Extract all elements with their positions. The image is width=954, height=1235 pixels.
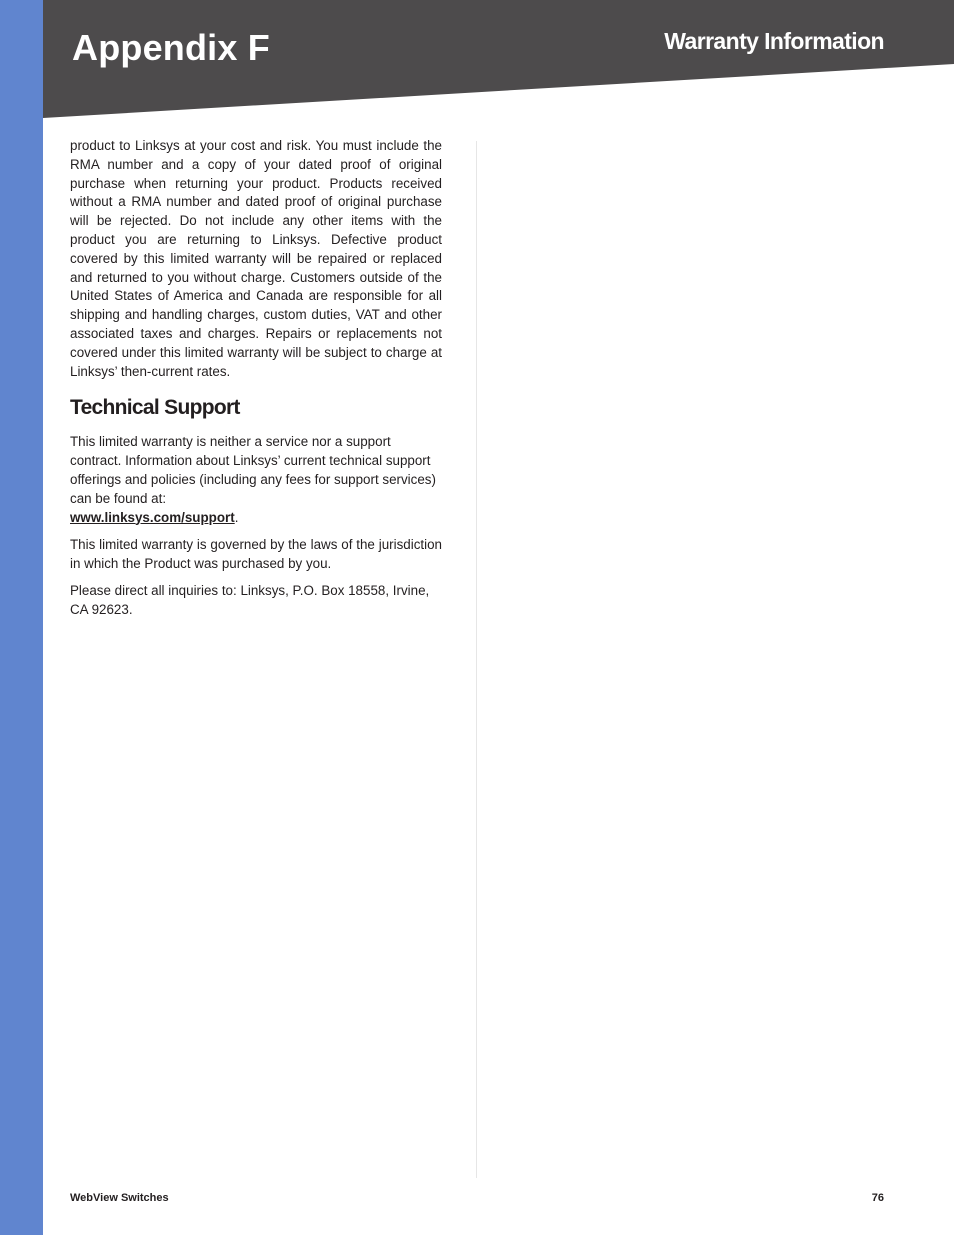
tech-support-paragraph (70, 433, 442, 508)
column-divider (476, 141, 477, 1178)
governing-law-paragraph: This limited warranty is governed by the laws of the jurisdiction in which the Product was purchased by you. (70, 536, 442, 571)
support-link[interactable]: www.linksys.com/support (70, 509, 235, 525)
inquiries-paragraph: Please direct all inquiries to: Linksys, P.O. Box 18558, Irvine, CA 92623. (70, 583, 430, 617)
footer-page-number: 76 (871, 1192, 884, 1204)
technical-support-heading: Technical Support (70, 396, 240, 420)
side-accent-bar (0, 0, 43, 1235)
appendix-title: Appendix F (72, 27, 270, 68)
section-title: Warranty Information (664, 28, 884, 54)
footer-product-name: WebView Switches (70, 1192, 169, 1204)
left-column (70, 137, 442, 628)
support-link-suffix: . (234, 509, 239, 525)
support-link-line (70, 509, 442, 528)
tech-support-text: This limited warranty is neither a service nor a support contract. Information about Linksys’ current technical support offerings and policies (including any fees for support services) can be found at: (70, 434, 436, 506)
continuation-paragraph: product to Linksys at your cost and risk. You must include the RMA number and a copy of your dated proof of original purchase when returning your product. Products received without a RMA number and dated proof of original purchase will be rejected. Do not include any other items with the product you are returning to Linksys. Defective product covered by this limited warranty will be repaired or replaced and returned to you without charge. Customers outside of the United States of America and Canada are responsible for all shipping and handling charges, custom duties, VAT and other associated taxes and charges. Repairs or replacements not covered under this limited warranty will be subject to charge at Linksys’ then-current rates. (70, 138, 442, 379)
